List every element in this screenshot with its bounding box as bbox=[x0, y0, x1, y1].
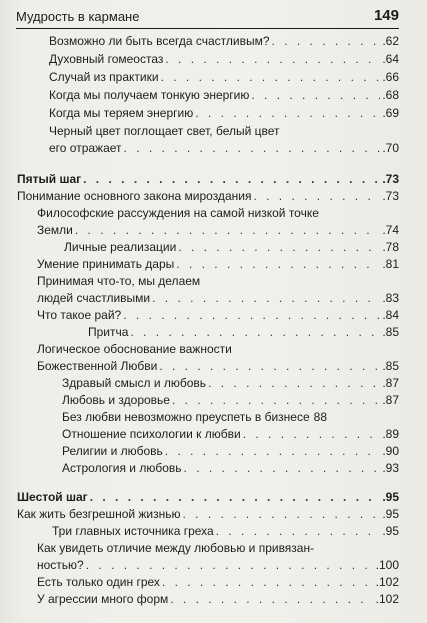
toc-entry bbox=[49, 34, 399, 48]
dot-leader bbox=[165, 444, 381, 458]
dot-leader bbox=[172, 393, 380, 407]
toc-entry-title: Здравый смысл и любовь bbox=[62, 376, 207, 390]
dot-leader bbox=[165, 52, 380, 66]
toc-entry-title: людей счастливыми bbox=[37, 291, 151, 305]
toc-entry bbox=[37, 575, 399, 589]
toc-entry bbox=[37, 257, 399, 271]
section-title: Пятый шаг bbox=[17, 172, 82, 186]
toc-entry-page: .81 bbox=[382, 257, 399, 271]
toc-entry bbox=[49, 70, 399, 84]
dot-leader bbox=[86, 558, 374, 572]
dot-leader bbox=[253, 189, 380, 203]
toc-entry-page: .90 bbox=[382, 444, 399, 458]
toc-entry-title: его отражает bbox=[49, 141, 122, 155]
toc-entry-page: 88 bbox=[313, 410, 327, 424]
toc-entry-title: Любовь и здоровье bbox=[62, 393, 170, 407]
toc-entry-title: Философские рассуждения на самой низкой точке bbox=[37, 206, 319, 220]
toc-entry-page: .89 bbox=[382, 427, 399, 441]
toc-entry-page: .84 bbox=[382, 308, 399, 322]
dot-leader bbox=[178, 240, 380, 254]
toc-entry bbox=[37, 592, 399, 606]
toc-entry-page: .100 bbox=[375, 558, 399, 572]
toc-entry-title: Личные реализации bbox=[64, 240, 177, 254]
toc-entry bbox=[17, 189, 399, 203]
toc-entry-page: .62 bbox=[382, 34, 399, 48]
toc-entry bbox=[62, 410, 399, 424]
toc-entry-title: У агрессии много форм bbox=[37, 592, 169, 606]
toc-entry-page: .87 bbox=[382, 376, 399, 390]
dot-leader bbox=[90, 490, 381, 504]
toc-entry-title: Астрология и любовь bbox=[62, 461, 182, 475]
dot-leader bbox=[162, 575, 374, 589]
toc-entry-title: Когда мы теряем энергию bbox=[49, 106, 194, 120]
running-header bbox=[16, 6, 399, 29]
toc-entry-title: Черный цвет поглощает свет, белый цвет bbox=[49, 124, 280, 138]
toc-entry-page: .95 bbox=[382, 507, 399, 521]
toc-entry-page: .70 bbox=[382, 141, 399, 155]
toc-entry-page: .74 bbox=[382, 223, 399, 237]
dot-leader bbox=[83, 172, 380, 186]
toc-entry-page: .78 bbox=[382, 240, 399, 254]
toc-section-heading bbox=[17, 172, 399, 186]
toc-entry-title: Духовный гомеостаз bbox=[49, 52, 164, 66]
toc-entry-title: Притча bbox=[88, 325, 129, 339]
toc-entry bbox=[62, 444, 399, 458]
toc-entry-title: Логическое обоснование важности bbox=[37, 342, 232, 356]
toc-entry bbox=[49, 141, 399, 155]
toc-entry bbox=[37, 558, 399, 572]
toc-entry-title: Принимая что-то, мы делаем bbox=[37, 274, 201, 288]
toc-entry-title: Когда мы получаем тонкую энергию bbox=[49, 88, 250, 102]
dot-leader bbox=[272, 34, 381, 48]
toc-entry bbox=[62, 461, 399, 475]
toc-entry-page: .87 bbox=[382, 393, 399, 407]
toc-entry-page: .85 bbox=[382, 325, 399, 339]
toc-entry-title: Религии и любовь bbox=[62, 444, 163, 458]
section-page: .73 bbox=[382, 172, 399, 186]
dot-leader bbox=[161, 70, 381, 84]
dot-leader bbox=[124, 141, 381, 155]
dot-leader bbox=[195, 106, 380, 120]
toc-entry-title: Понимание основного закона мироздания bbox=[17, 189, 252, 203]
toc-entry bbox=[49, 52, 399, 66]
book-title: Мудрость в кармане bbox=[16, 9, 140, 24]
toc-entry bbox=[37, 359, 399, 373]
dot-leader bbox=[243, 427, 381, 441]
toc-entry bbox=[37, 308, 399, 322]
toc-entry-page: .93 bbox=[382, 461, 399, 475]
toc-entry bbox=[37, 223, 399, 237]
toc-entry bbox=[64, 240, 399, 254]
section-page: .95 bbox=[382, 490, 399, 504]
toc-entry-title: Что такое рай? bbox=[37, 308, 122, 322]
toc-entry bbox=[62, 427, 399, 441]
toc-entry-page: .64 bbox=[382, 52, 399, 66]
page-number: 149 bbox=[373, 7, 399, 24]
toc-entry-title: Случай из практики bbox=[49, 70, 159, 84]
toc-entry-page: .95 bbox=[382, 524, 399, 538]
dot-leader bbox=[159, 359, 380, 373]
section-title: Шестой шаг bbox=[17, 490, 88, 504]
toc-entry-title: Как жить безгрешной жизнью bbox=[17, 507, 181, 521]
toc-entry-title: Божественной Любви bbox=[37, 359, 158, 373]
dot-leader bbox=[251, 88, 380, 102]
dot-leader bbox=[123, 308, 380, 322]
toc-entry bbox=[49, 106, 399, 120]
toc-entry bbox=[88, 325, 399, 339]
toc-entry-page: .83 bbox=[382, 291, 399, 305]
toc-entry-title: Три главных источника греха bbox=[52, 524, 214, 538]
toc-entry-page: .85 bbox=[382, 359, 399, 373]
toc-entry-page: .68 bbox=[382, 88, 399, 102]
dot-leader bbox=[130, 325, 380, 339]
toc-entry-page: .66 bbox=[382, 70, 399, 84]
dot-leader bbox=[170, 592, 373, 606]
toc-entry-page: .69 bbox=[382, 106, 399, 120]
dot-leader bbox=[152, 291, 380, 305]
toc-entry-page: .73 bbox=[382, 189, 399, 203]
toc-entry-title: Есть только один грех bbox=[37, 575, 160, 589]
dot-leader bbox=[208, 376, 380, 390]
toc-entry-page: .102 bbox=[375, 575, 399, 589]
toc-entry-title: Отношение психологии к любви bbox=[62, 427, 241, 441]
toc-entry bbox=[62, 393, 399, 407]
dot-leader bbox=[183, 507, 381, 521]
toc-section-heading bbox=[17, 490, 399, 504]
toc-entry-title: Земли bbox=[37, 223, 73, 237]
toc-entry-title: Возможно ли быть всегда счастливым? bbox=[49, 34, 270, 48]
toc-entry-title: ностью? bbox=[37, 558, 84, 572]
toc-entry-page: .102 bbox=[375, 592, 399, 606]
toc-entry-title: Как увидеть отличие между любовью и привязан- bbox=[37, 541, 315, 555]
toc-entry bbox=[17, 507, 399, 521]
dot-leader bbox=[216, 524, 381, 538]
toc-entry-title: Без любви невозможно преуспеть в бизнесе bbox=[62, 410, 310, 424]
toc-entry bbox=[49, 88, 399, 102]
dot-leader bbox=[176, 257, 380, 271]
dot-leader bbox=[184, 461, 381, 475]
toc-entry-title: Умение принимать дары bbox=[37, 257, 175, 271]
toc-entry bbox=[37, 291, 399, 305]
toc-entry bbox=[62, 376, 399, 390]
dot-leader bbox=[75, 223, 380, 237]
toc-entry bbox=[52, 524, 399, 538]
